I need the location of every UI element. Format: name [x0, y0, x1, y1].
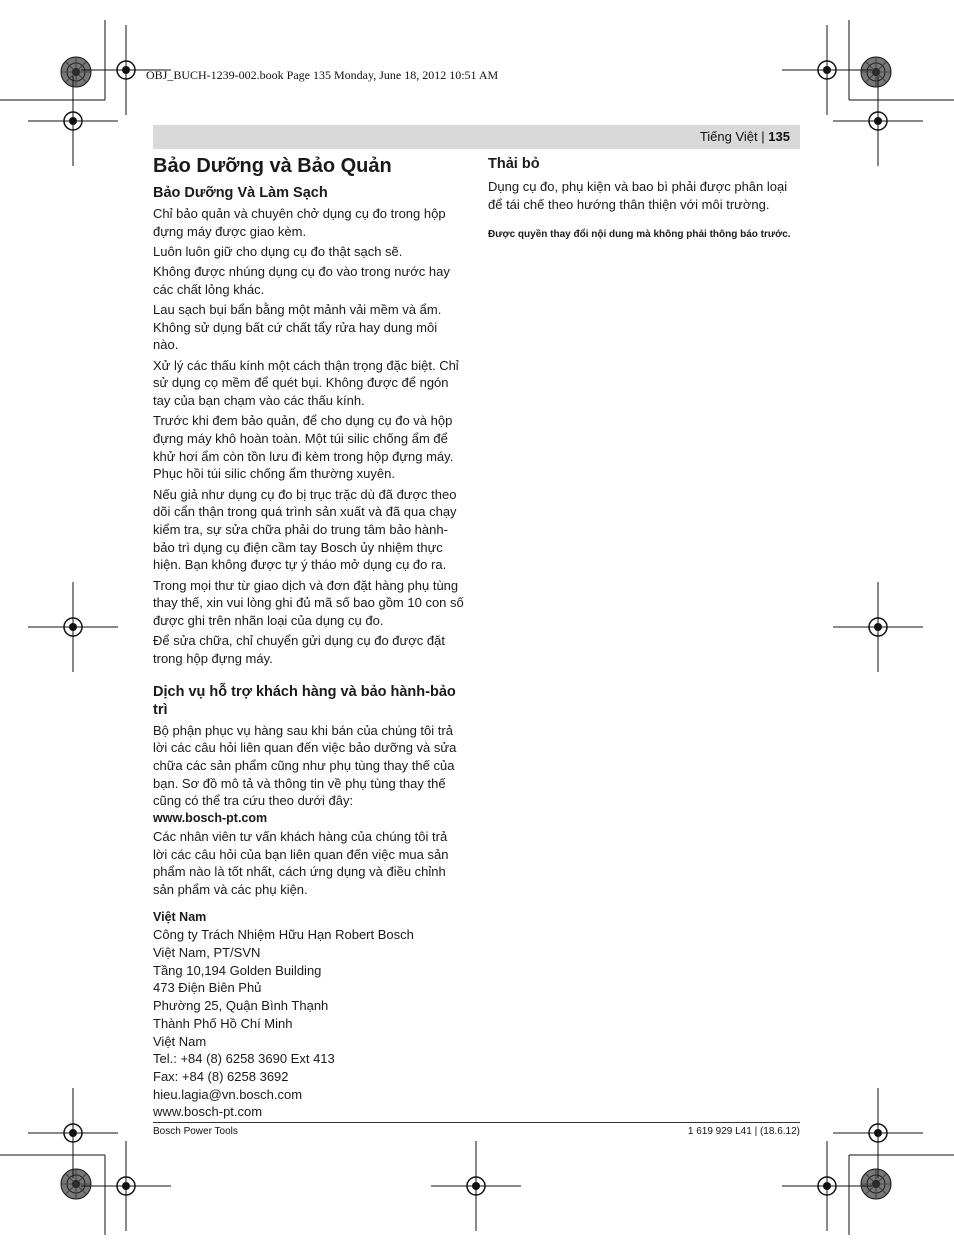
footer-doc-number: 1 619 929 L41 | (18.6.12)	[687, 1126, 800, 1137]
address-line: Thành Phố Hồ Chí Minh	[153, 1015, 293, 1031]
phone-number: Tel.: +84 (8) 6258 3690 Ext 413	[153, 1051, 335, 1067]
address-line: Việt Nam	[153, 1033, 207, 1049]
address-line: 473 Điện Biên Phủ	[153, 980, 262, 996]
paragraph: Không được nhúng dụng cụ đo vào trong nước hay các chất lỏng khác.	[153, 264, 450, 297]
paragraph: Chỉ bảo quản và chuyên chở dụng cụ đo trong hộp đựng máy được giao kèm.	[153, 206, 446, 239]
footer-divider	[153, 1122, 800, 1123]
change-notice: Được quyền thay đổi nội dung mà không phải thông báo trước.	[488, 229, 791, 241]
address-line: Tầng 10,194 Golden Building	[153, 962, 322, 978]
paragraph: Bộ phận phục vụ hàng sau khi bán của chúng tôi trả lời các câu hỏi liên quan đến việc bảo dưỡng và sửa chữa các sản phẩm cũng như phụ tùng thay thế của bạn. Sơ đồ mô tả và thông tin về phụ tùng thay thế cũng có thể tra cứu theo dưới đây:	[153, 722, 457, 809]
registration-star-icon	[61, 1169, 91, 1199]
registration-star-icon	[861, 57, 891, 87]
footer-brand: Bosch Power Tools	[153, 1126, 238, 1137]
paragraph: Nếu giả như dụng cụ đo bị trục trặc dù đã được theo dõi cẩn thận trong quá trình sản xuất và đã qua chạy kiểm tra, sự sửa chữa phải do trung tâm bảo hành-bảo trì dụng cụ điện cầm tay Bosch ủy nhiệm thực hiện. Bạn không được tự ý tháo mở dụng cụ đo ra.	[153, 486, 457, 573]
paragraph: Để sửa chữa, chỉ chuyển gửi dụng cụ đo được đặt trong hộp đựng máy.	[153, 633, 445, 666]
fax-number: Fax: +84 (8) 6258 3692	[153, 1068, 289, 1084]
website-link[interactable]: www.bosch-pt.com	[153, 811, 268, 826]
language-label: Tiếng Việt	[699, 129, 758, 144]
address-line: Phường 25, Quận Bình Thạnh	[153, 998, 329, 1014]
crosshair-icon	[833, 1088, 923, 1178]
paragraph: Trong mọi thư từ giao dịch và đơn đặt hàng phụ tùng thay thế, xin vui lòng ghi đủ mã số bao gồm 10 con số được ghi trên nhãn loại của dụng cụ đo.	[153, 577, 464, 628]
paragraph: Luôn luôn giữ cho dụng cụ đo thật sạch sẽ.	[153, 243, 403, 259]
address-line: Công ty Trách Nhiệm Hữu Hạn Robert Bosch	[153, 927, 414, 943]
address-country-heading: Việt Nam	[153, 909, 207, 924]
page-header-band	[153, 125, 800, 149]
crosshair-icon	[431, 1141, 521, 1231]
registration-star-icon	[861, 1169, 891, 1199]
page-header-label	[700, 129, 790, 144]
registration-star-icon	[61, 57, 91, 87]
crosshair-icon	[28, 582, 118, 672]
section-heading-disposal: Thải bỏ	[488, 156, 540, 172]
page-number: 135	[768, 129, 790, 144]
paragraph: Trước khi đem bảo quản, để cho dụng cụ đo và hộp đựng máy khô hoàn toàn. Một túi silic chống ẩm để khử hơi ẩm còn tồn lưu đi kèm trong hộp đựng máy. Phục hồi túi silic chống ẩm thường xuyên.	[153, 413, 454, 482]
print-job-header: OBJ_BUCH-1239-002.book Page 135 Monday, June 18, 2012 10:51 AM	[146, 68, 499, 82]
paragraph: Dụng cụ đo, phụ kiện và bao bì phải được phân loại để tái chế theo hướng thân thiện với môi trường.	[488, 179, 788, 212]
left-column	[153, 153, 465, 1121]
crosshair-icon	[833, 76, 923, 166]
address-block	[153, 926, 465, 1121]
section-heading-customer-service: Dịch vụ hỗ trợ khách hàng và bảo hành-bảo trì	[153, 683, 456, 718]
paragraph: Xử lý các thấu kính một cách thận trọng đặc biệt. Chỉ sử dụng cọ mềm để quét bụi. Không được để ngón tay của bạn chạm vào các thấu kính.	[153, 357, 459, 409]
address-line: Việt Nam, PT/SVN	[153, 945, 261, 961]
website-link[interactable]: www.bosch-pt.com	[153, 1104, 263, 1120]
section-heading-cleaning: Bảo Dưỡng Và Làm Sạch	[153, 185, 328, 201]
page-title: Bảo Dưỡng và Bảo Quản	[153, 155, 392, 177]
crosshair-icon	[833, 582, 923, 672]
paragraph: Các nhân viên tư vấn khách hàng của chúng tôi trả lời các câu hỏi của bạn liên quan đến việc mua sản phẩm nào là tốt nhất, cách ứng dụng và điều chỉnh sản phẩm và các phụ kiện.	[153, 828, 449, 897]
header-separator: |	[761, 129, 765, 144]
right-column	[488, 153, 800, 243]
paragraph: Lau sạch bụi bẩn bằng một mảnh vải mềm và ẩm. Không sử dụng bất cứ chất tẩy rửa hay dung môi nào.	[153, 302, 442, 353]
crosshair-icon	[782, 25, 872, 115]
email-link[interactable]: hieu.lagia@vn.bosch.com	[153, 1086, 303, 1102]
